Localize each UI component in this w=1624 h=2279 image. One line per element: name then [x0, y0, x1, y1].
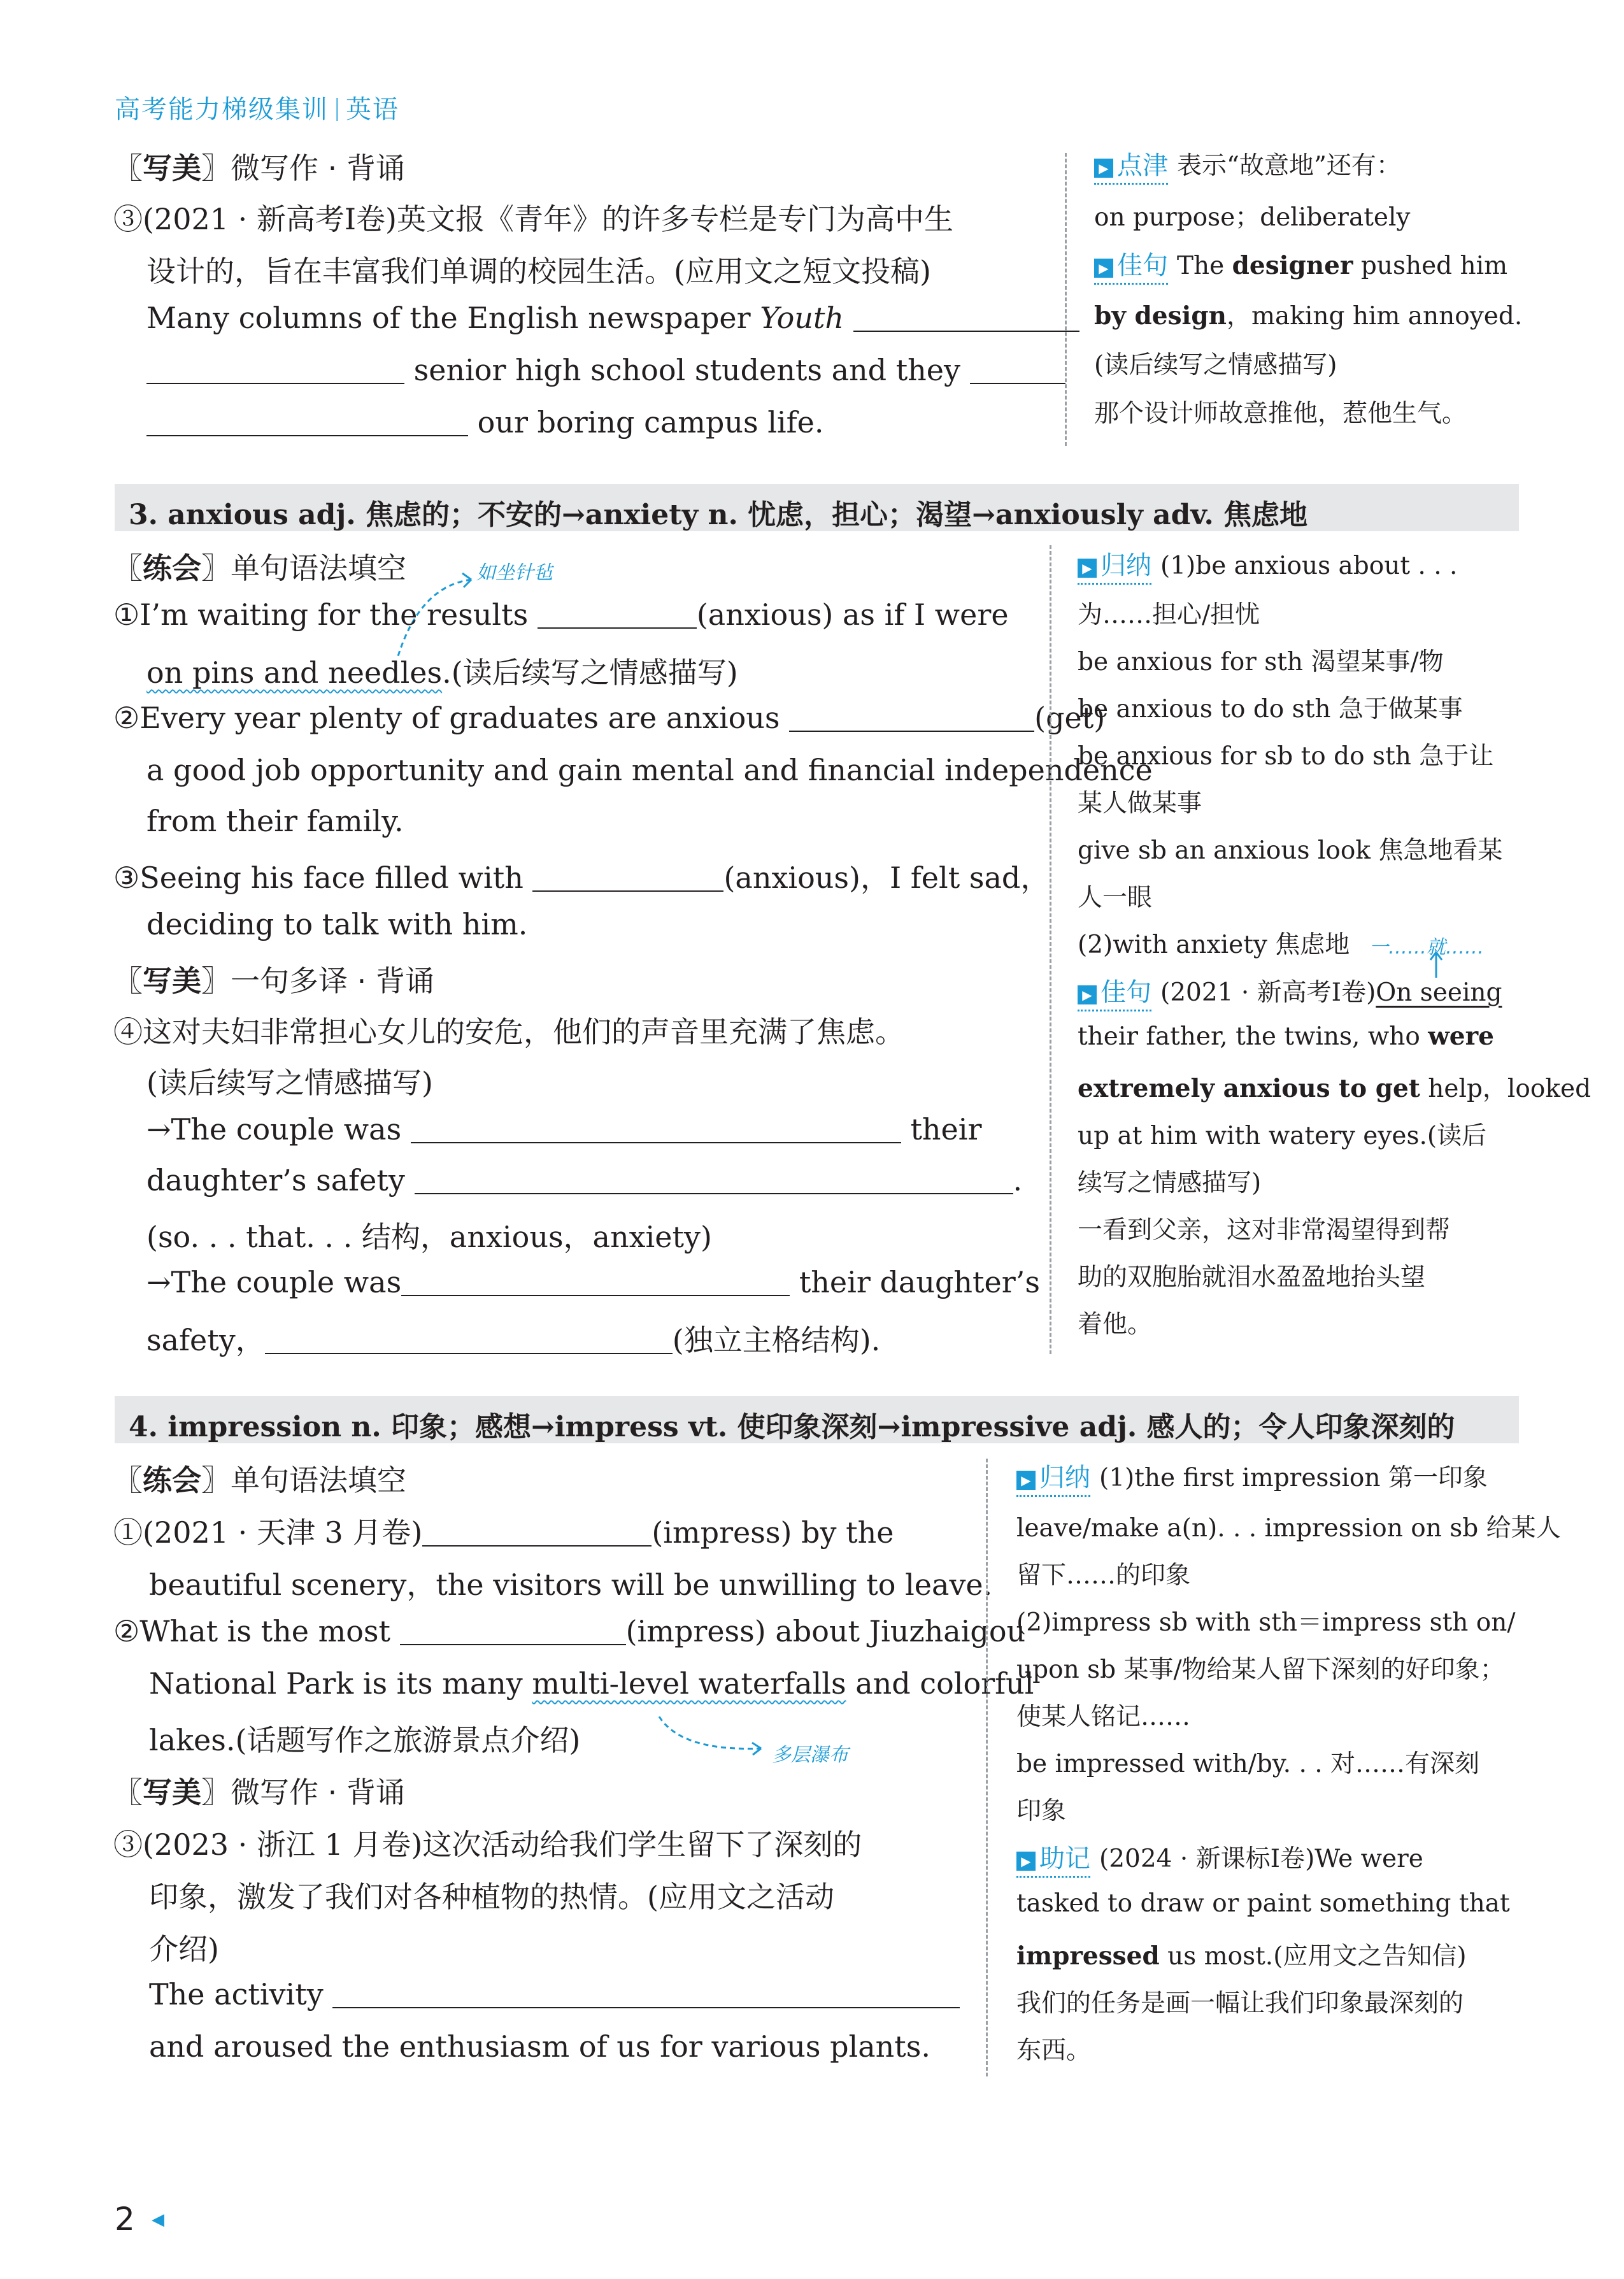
- answer-blank[interactable]: [146, 410, 468, 436]
- answer-blank[interactable]: [146, 357, 404, 384]
- play-icon: ▶: [1078, 985, 1097, 1004]
- answer-blank[interactable]: [789, 705, 1034, 732]
- s3-q4-line1: ④这对夫妇非常担心女儿的安危，他们的声音里充满了焦虑。: [113, 1015, 904, 1049]
- s3-guina-line3: be anxious for sth 渴望某事/物: [1078, 648, 1444, 676]
- s4-q3-line1: ③(2023 · 浙江 1 月卷)这次活动给我们学生留下了深刻的: [113, 1827, 862, 1862]
- section4-title: 4. impression n. 印象；感想→impress vt. 使印象深刻→impressive adj. 感人的；令人印象深刻的: [129, 1411, 1455, 1443]
- s4-guina-line4: (2)impress sb with sth＝impress sth on/: [1016, 1608, 1516, 1637]
- book-title: 高考能力梯级集训: [115, 95, 329, 124]
- s3-guina-line2: 为……担心/担忧: [1078, 601, 1260, 629]
- s3-jiaju-line4: up at him with watery eyes.(读后: [1078, 1122, 1487, 1150]
- s4-guina-line6: 使某人铭记……: [1016, 1703, 1191, 1731]
- s4-q3-line3: 介绍): [149, 1932, 219, 1966]
- header-divider: [336, 98, 338, 121]
- play-icon: ▶: [1078, 559, 1097, 578]
- s3-xie-heading: 〖写美〗一句多译 · 背诵: [113, 964, 434, 998]
- s3-jiaju-line2: their father, the twins, who were: [1078, 1022, 1494, 1051]
- s3-q4-line6: →The couple was their daughter’s: [146, 1265, 1040, 1299]
- s4-q2-line2: National Park is its many multi-level waterfalls and colorful: [149, 1666, 1034, 1701]
- answer-blank[interactable]: [853, 305, 1079, 332]
- s4-q3-line4: The activity: [149, 1977, 960, 2011]
- dianjin-line2: on purpose；deliberately: [1094, 203, 1411, 232]
- s4-q1-line2: beautiful scenery，the visitors will be unwilling to leave.: [149, 1568, 993, 1602]
- s3-jiaju-line5: 续写之情感描写): [1078, 1169, 1262, 1197]
- note-once: 一……就……: [1369, 936, 1484, 959]
- play-icon: ▶: [1094, 259, 1113, 278]
- section3-title-bar: [115, 484, 1519, 531]
- answer-blank[interactable]: [400, 1618, 626, 1645]
- play-icon: ▶: [1094, 159, 1113, 178]
- column-divider: [1065, 153, 1067, 446]
- s4-q2-line1: ②What is the most (impress) about Jiuzhaigou: [113, 1614, 1026, 1648]
- s3-lian-heading: 〖练会〗单句语法填空: [113, 551, 406, 585]
- s3-guina-line9: (2)with anxiety 焦虑地: [1078, 931, 1350, 959]
- top-en-line2: senior high school students and they: [146, 353, 1065, 387]
- jiaju-badge: ▶ 佳句: [1094, 245, 1168, 285]
- s3-q3-line2: deciding to talk with him.: [146, 907, 528, 941]
- top-item3-line2: 设计的，旨在丰富我们单调的校园生活。(应用文之短文投稿): [146, 254, 931, 289]
- answer-blank[interactable]: [415, 1168, 1013, 1194]
- s3-guina-line8: 人一眼: [1078, 883, 1153, 912]
- jiaju-line4: 那个设计师故意推他，惹他生气。: [1094, 399, 1467, 428]
- s4-guina-line8: 印象: [1016, 1797, 1067, 1825]
- zhuji-badge: ▶ 助记: [1016, 1838, 1090, 1878]
- s3-q3-line1: ③Seeing his face filled with (anxious)，I felt sad，: [113, 861, 1050, 895]
- s3-jiaju-line1: ▶ 佳句 (2021 · 新高考Ⅰ卷)On seeing: [1078, 972, 1502, 1011]
- answer-blank[interactable]: [401, 1269, 790, 1296]
- answer-blank[interactable]: [422, 1520, 652, 1547]
- s4-guina-line2: leave/make a(n). . . impression on sb 给某人: [1016, 1514, 1561, 1543]
- play-icon: ▶: [1016, 1852, 1036, 1871]
- s3-jiaju-line8: 着他。: [1078, 1310, 1153, 1339]
- s4-guina-line1: ▶ 归纳 (1)the first impression 第一印象: [1016, 1457, 1488, 1497]
- s4-zhuji-line3: impressed us most.(应用文之告知信): [1016, 1941, 1467, 1971]
- s4-guina-line3: 留下……的印象: [1016, 1561, 1191, 1590]
- s3-q2-line1: ②Every year plenty of graduates are anxious (get): [113, 701, 1106, 735]
- page-number: 2: [115, 2201, 135, 2238]
- jiaju-line2: by design，making him annoyed.: [1094, 301, 1523, 331]
- s3-jiaju-line7: 助的双胞胎就泪水盈盈地抬头望: [1078, 1263, 1426, 1292]
- play-icon: ▶: [1016, 1471, 1036, 1490]
- s3-q4-line2: (读后续写之情感描写): [146, 1066, 433, 1100]
- s3-q2-line2: a good job opportunity and gain mental and financial independence: [146, 753, 1153, 787]
- s4-q1-line1: ①(2021 · 天津 3 月卷) (impress) by the: [113, 1515, 894, 1550]
- s4-zhuji-line2: tasked to draw or paint something that: [1016, 1889, 1510, 1918]
- s3-guina-line5: be anxious for sb to do sth 急于让: [1078, 742, 1494, 771]
- xie-title: 微写作 · 背诵: [231, 151, 405, 185]
- guina-badge: ▶ 归纳: [1078, 545, 1151, 585]
- s4-q3-line2: 印象，激发了我们对各种植物的热情。(应用文之活动: [149, 1880, 834, 1914]
- page-arrow-icon: ◀: [152, 2210, 164, 2229]
- xie-tag: 写美: [143, 151, 201, 185]
- answer-blank[interactable]: [532, 865, 723, 892]
- s4-guina-line7: be impressed with/by. . . 对……有深刻: [1016, 1750, 1480, 1778]
- dianjin-line: ▶ 点津 表示“故意地”还有：: [1094, 145, 1401, 185]
- s4-zhuji-line5: 东西。: [1016, 2036, 1092, 2065]
- s4-xie-heading: 〖写美〗微写作 · 背诵: [113, 1775, 405, 1810]
- jiaju-badge: ▶ 佳句: [1078, 972, 1151, 1011]
- s3-q1-line1: ①I’m waiting for the results (anxious) as if I were: [113, 597, 1009, 632]
- answer-blank[interactable]: [970, 357, 1065, 384]
- s3-jiaju-line3: extremely anxious to get help，looked: [1078, 1074, 1592, 1103]
- jiaju-line1: ▶ 佳句 The designer pushed him: [1094, 245, 1507, 285]
- top-en-line3: our boring campus life.: [146, 405, 824, 439]
- note-pins-needles: 如坐针毡: [476, 562, 553, 584]
- answer-blank[interactable]: [538, 602, 697, 629]
- section3-title: 3. anxious adj. 焦虑的；不安的→anxiety n. 忧虑，担心；渴望→anxiously adv. 焦虑地: [129, 499, 1308, 531]
- running-header: [115, 89, 399, 125]
- s4-guina-line5: upon sb 某事/物给某人留下深刻的好印象；: [1016, 1655, 1505, 1684]
- s3-q4-line5: (so. . . that. . . 结构，anxious，anxiety): [146, 1220, 712, 1254]
- section4-title-bar: [115, 1396, 1519, 1443]
- s3-q4-line4: daughter’s safety .: [146, 1163, 1023, 1197]
- subject-label: 英语: [346, 95, 399, 124]
- top-item3-line1: ③(2021 · 新高考Ⅰ卷)英文报《青年》的许多专栏是专门为高中生: [113, 202, 953, 236]
- note-waterfalls: 多层瀑布: [772, 1744, 848, 1766]
- s4-q2-line3: lakes.(话题写作之旅游景点介绍): [149, 1723, 581, 1757]
- s3-guina-line7: give sb an anxious look 焦急地看某: [1078, 836, 1503, 865]
- s3-q4-line3: →The couple was their: [146, 1112, 982, 1147]
- s4-q3-line5: and aroused the enthusiasm of us for various plants.: [149, 2029, 930, 2064]
- column-divider: [1050, 545, 1051, 1354]
- answer-blank[interactable]: [265, 1327, 673, 1354]
- s3-q1-line2: on pins and needles.(读后续写之情感描写): [146, 655, 738, 690]
- top-en-line1: Many columns of the English newspaper Youth: [146, 301, 1079, 335]
- top-xie-heading: 〖写美〗微写作 · 背诵: [113, 151, 405, 185]
- answer-blank[interactable]: [411, 1117, 901, 1143]
- s3-q2-line3: from their family.: [146, 804, 404, 838]
- column-divider: [986, 1459, 988, 2076]
- answer-blank[interactable]: [332, 1982, 960, 2008]
- s4-zhuji-line4: 我们的任务是画一幅让我们印象最深刻的: [1016, 1989, 1464, 2018]
- s3-guina-line4: be anxious to do sth 急于做某事: [1078, 695, 1463, 724]
- jiaju-line3: (读后续写之情感描写): [1094, 351, 1337, 380]
- s3-jiaju-line6: 一看到父亲，这对非常渴望得到帮: [1078, 1216, 1451, 1245]
- guina-badge: ▶ 归纳: [1016, 1457, 1090, 1497]
- dianjin-badge: ▶ 点津: [1094, 145, 1168, 185]
- s4-lian-heading: 〖练会〗单句语法填空: [113, 1463, 406, 1497]
- s4-zhuji-line1: ▶ 助记 (2024 · 新课标Ⅰ卷)We were: [1016, 1838, 1423, 1878]
- s3-guina-line6: 某人做某事: [1078, 789, 1202, 818]
- s3-guina-line1: ▶ 归纳 (1)be anxious about . . .: [1078, 545, 1457, 585]
- note-arrow: [656, 1713, 771, 1764]
- s3-q4-line7: safety， (独立主格结构).: [146, 1323, 881, 1357]
